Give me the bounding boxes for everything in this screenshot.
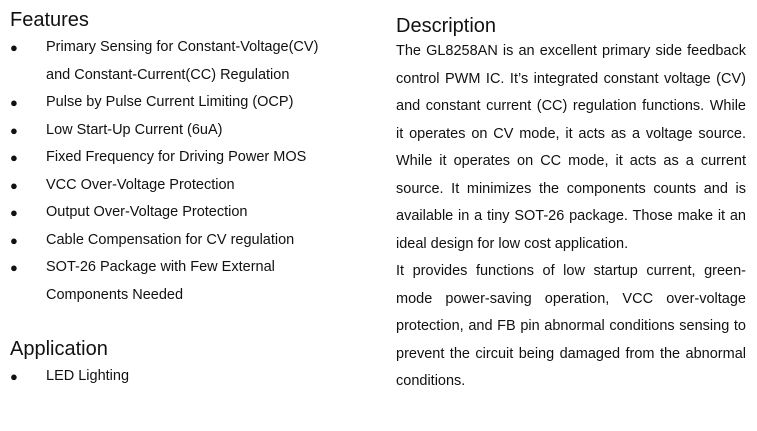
application-item [10, 363, 380, 391]
bullet-icon: ● [10, 95, 18, 110]
bullet-icon: ● [10, 205, 18, 220]
feature-text: Primary Sensing for Constant-Voltage(CV) [46, 39, 319, 55]
feature-text: Fixed Frequency for Driving Power MOS [46, 149, 307, 165]
feature-item [10, 117, 380, 145]
feature-text: SOT-26 Package with Few External [46, 259, 275, 275]
left-column [10, 8, 380, 391]
application-text: LED Lighting [46, 368, 130, 384]
feature-text: Pulse by Pulse Current Limiting (OCP) [46, 94, 294, 110]
features-heading: Features [10, 9, 89, 31]
feature-item [10, 144, 380, 172]
feature-item [10, 172, 380, 200]
feature-text: VCC Over-Voltage Protection [46, 176, 235, 193]
feature-text: and Constant-Current(CC) Regulation [46, 66, 290, 83]
application-list [10, 363, 380, 391]
features-list [10, 34, 380, 309]
bullet-icon: ● [10, 232, 18, 248]
bullet-icon: ● [10, 260, 18, 275]
bullet-icon: ● [10, 122, 18, 138]
description-paragraph: It provides functions of low startup current, green-mode power-saving operation, VCC over-voltage protection, and FB pin abnormal conditions sensing to prevent the circuit being damaged from the abnormal conditions. [396, 263, 746, 389]
bullet-icon: ● [10, 150, 18, 165]
feature-item [10, 34, 380, 89]
right-column [396, 14, 746, 396]
description-heading: Description [396, 15, 497, 37]
bullet-icon: ● [10, 369, 18, 384]
description-paragraph: The GL8258AN is an excellent primary side feedback control PWM IC. It’s integrated constant voltage (CV) and constant current (CC) regulation functions. While it operates on CV mode, it acts as a voltage source. While it operates on CC mode, it acts as a current source. It minimizes the components counts and is available in a tiny SOT-26 package. Those make it an ideal design for low cost application. [396, 43, 746, 252]
application-heading: Application [10, 338, 108, 360]
feature-item [10, 227, 380, 255]
feature-item [10, 199, 380, 227]
feature-text: Cable Compensation for CV regulation [46, 231, 295, 248]
feature-text: Output Over-Voltage Protection [46, 204, 248, 220]
feature-text: Components Needed [46, 286, 184, 303]
bullet-icon: ● [10, 40, 18, 55]
feature-item [10, 254, 380, 309]
bullet-icon: ● [10, 177, 18, 193]
feature-item [10, 89, 380, 117]
feature-text: Low Start-Up Current (6uA) [46, 121, 223, 138]
